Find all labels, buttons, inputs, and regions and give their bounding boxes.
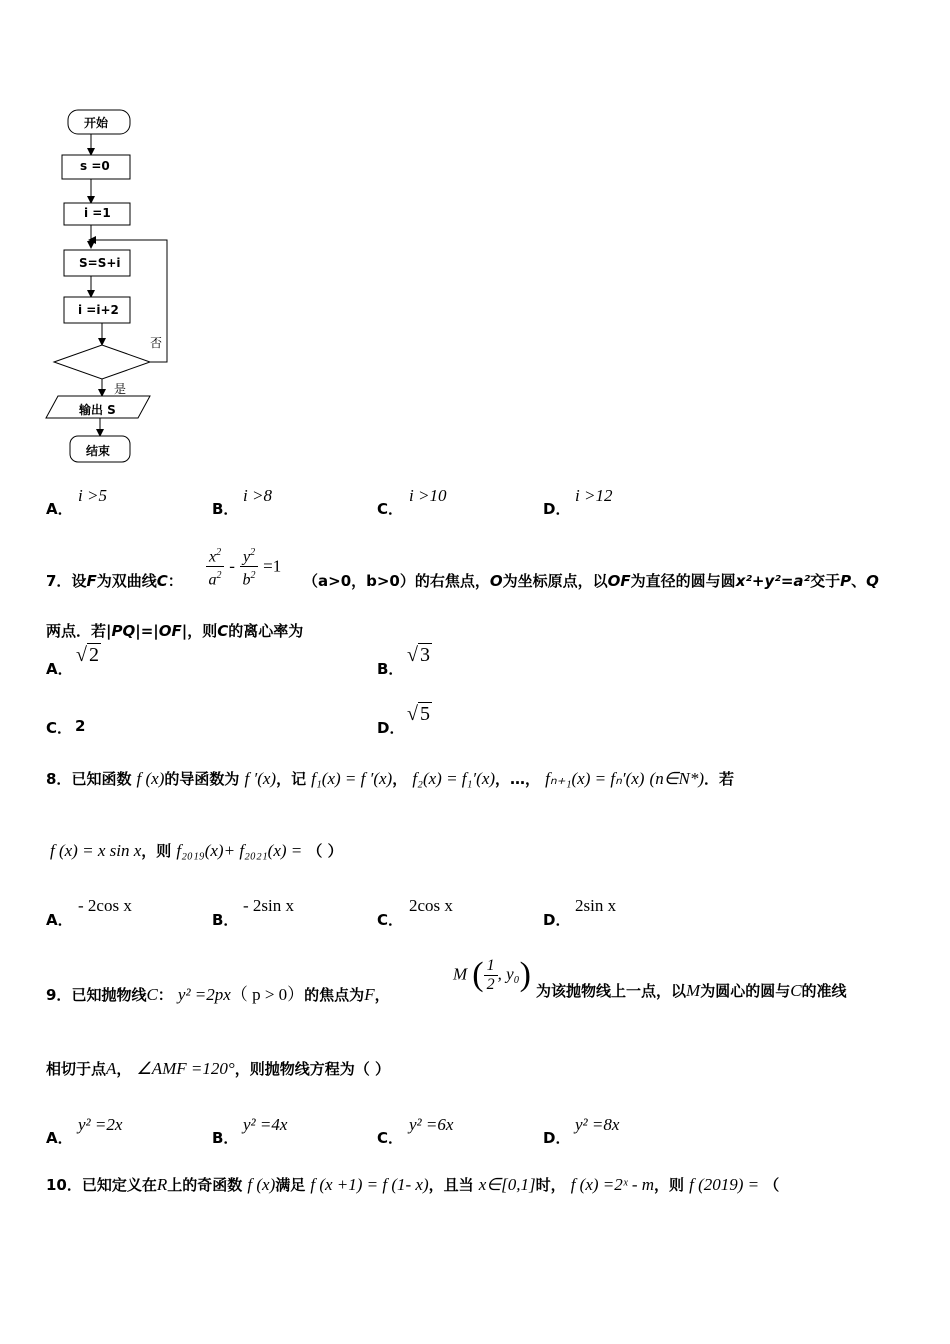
q7-circle: x²+y²=a²	[735, 572, 811, 590]
q9-math: M	[453, 964, 468, 984]
q7-option-a-radicand: 2	[88, 644, 99, 666]
q8-option-a-expr: - 2cos x	[78, 896, 132, 915]
flow-s-init-text: s =0	[80, 159, 110, 173]
q7-var: OF	[607, 572, 631, 590]
q9-option-b-label[interactable]: B．	[212, 1129, 239, 1147]
q9-option-d-expr: y² =8x	[575, 1115, 620, 1134]
q7-y: y	[242, 548, 251, 566]
q9-text: 为该抛物线上一点，以	[536, 982, 687, 1000]
q8-number: 8．	[46, 770, 72, 788]
flow-start-text: 开始	[84, 116, 109, 130]
q8-option-c-label[interactable]: C．	[377, 911, 404, 929]
q6-option-d-expr: i >12	[575, 486, 613, 505]
q8-option-c-expr: 2cos x	[409, 896, 453, 915]
q9-option-b-expr: y² =4x	[243, 1115, 288, 1134]
q7-text: 的右焦点，	[414, 572, 490, 590]
q9-option-a-label[interactable]: A．	[46, 1129, 73, 1147]
q7-text: 为坐标原点，以	[502, 572, 608, 590]
q7-option-c-expr: 2	[75, 717, 86, 735]
q9-option-c-label[interactable]: C．	[377, 1129, 404, 1147]
q7-exp: 2	[250, 570, 256, 582]
q9-line2	[46, 1058, 390, 1079]
q10-text: ，则	[654, 1176, 685, 1194]
q10-text: ，且当	[428, 1176, 474, 1194]
q7-option-d-radicand: 5	[419, 703, 430, 725]
q7-exp: 2	[216, 547, 222, 558]
q7-hyperbola-equation	[206, 544, 281, 590]
q7-option-a-label[interactable]: A．	[46, 660, 73, 678]
q7-a: a	[208, 571, 217, 589]
q10-text: （	[764, 1176, 780, 1194]
flowchart	[40, 100, 200, 470]
q8-option-d-expr: 2sin x	[575, 896, 617, 915]
q10-text: 时，	[535, 1176, 566, 1194]
q9-math: （ p > 0）	[230, 985, 305, 1004]
q7-var: C	[217, 622, 229, 640]
q8-option-b-label[interactable]: B．	[212, 911, 239, 929]
q8-math: f (x)	[136, 769, 165, 788]
q10-math: R	[156, 1175, 168, 1194]
q6-option-b-expr: i >8	[243, 486, 272, 505]
q10-math: x∈[0,1]	[478, 1175, 536, 1194]
q9-text: 已知抛物线	[71, 986, 147, 1004]
q6-option-b-label[interactable]: B．	[212, 500, 239, 518]
q9-half	[484, 957, 498, 994]
q7-frac-x	[206, 544, 224, 590]
q6-option-c-label[interactable]: C．	[377, 500, 404, 518]
q10-line1	[46, 1174, 779, 1195]
q7-line2	[46, 620, 303, 641]
q9-paren-open: (	[472, 956, 484, 993]
q7-exp: 2	[216, 570, 222, 582]
q9-math: F	[364, 985, 375, 1004]
q9-text: 相切于点	[46, 1060, 107, 1078]
q7-number: 7．	[46, 572, 72, 590]
q6-option-d-label[interactable]: D．	[543, 500, 571, 518]
q8-blank: （ ）	[307, 842, 343, 860]
q9-text: ，	[374, 986, 390, 1004]
q7-text: 交于	[810, 572, 841, 590]
q9-math: C	[790, 981, 802, 1000]
flow-update-i-text: i =i+2	[78, 303, 119, 317]
q10-math: f (x)	[247, 1175, 276, 1194]
q10-math: f (x +1) = f (1- x)	[310, 1175, 429, 1194]
q8-option-b-expr: - 2sin x	[243, 896, 294, 915]
q10-math: f (2019) =	[689, 1175, 760, 1194]
q7-text: 的离心率为	[228, 622, 304, 640]
q8-text: ，则	[141, 842, 172, 860]
q9-number: 9．	[46, 986, 72, 1004]
q8-option-a-label[interactable]: A．	[46, 911, 73, 929]
q7-text: |=|	[135, 622, 159, 640]
q7-var: F	[86, 572, 97, 590]
q9-math: C	[146, 985, 158, 1004]
q9-half-den: 2	[486, 975, 495, 993]
q8-math: f (x) = x sin x	[50, 841, 142, 860]
q9-option-c-expr: y² =6x	[409, 1115, 454, 1134]
q7-text: 、	[851, 572, 867, 590]
q7-var: PQ	[111, 622, 136, 640]
q9-text: 的焦点为	[304, 986, 365, 1004]
q9-math: M	[686, 981, 701, 1000]
q7-option-d-expr: √ 5	[407, 703, 430, 725]
q10-text: 已知定义在	[81, 1176, 157, 1194]
flow-decision-node	[54, 345, 150, 379]
q9-math: y² =2px	[177, 985, 231, 1004]
q7-text: 两点．若|	[46, 622, 112, 640]
q7-exp: 2	[250, 547, 256, 558]
q9-text: 为圆心的圆与	[700, 982, 791, 1000]
q9-half-num: 1	[484, 957, 498, 976]
q9-math: ∠AMF =120°	[136, 1059, 235, 1078]
q9-option-a-expr: y² =2x	[78, 1115, 123, 1134]
q10-number: 10．	[46, 1176, 82, 1194]
q8-math: (n∈N*)	[649, 769, 705, 788]
q9-point-m	[453, 956, 531, 994]
q7-text: 为双曲线	[96, 572, 157, 590]
q8-math: fₙ₊₁(x) = fₙ′(x)	[545, 769, 645, 788]
q7-eq1: =1	[263, 556, 282, 576]
q8-text: 已知函数	[71, 770, 132, 788]
q7-var: O	[489, 572, 503, 590]
q8-math: f₂₀₁₉(x)+ f₂₀₂₁(x) =	[176, 841, 303, 860]
flow-end-text: 结束	[86, 444, 111, 458]
q8-text: ．若	[704, 770, 735, 788]
q9-math: A	[106, 1059, 117, 1078]
q7-option-c-label[interactable]: C．	[46, 719, 73, 737]
q7-var: OF	[158, 622, 182, 640]
q9-text: ，则抛物线方程为（ ）	[234, 1060, 390, 1078]
q8-option-d-label[interactable]: D．	[543, 911, 571, 929]
q7-option-a-expr: √ 2	[76, 644, 99, 666]
q7-minus: -	[229, 556, 235, 576]
q7-text: ：	[167, 572, 183, 590]
q9-line1-lead	[46, 980, 390, 1005]
q7-text: 为直径的圆与圆	[630, 572, 736, 590]
flow-i-init-text: i =1	[84, 206, 111, 220]
q6-option-a-expr: i >5	[78, 486, 107, 505]
q7-line1-tail	[303, 570, 879, 591]
q9-text: ，	[116, 1060, 132, 1078]
q10-text: 上的奇函数	[167, 1176, 243, 1194]
q9-text: 的准线	[801, 982, 847, 1000]
q8-math: f₂(x) = f₁′(x)	[412, 769, 496, 788]
q7-option-b-radicand: 3	[419, 644, 430, 666]
q7-text: 设	[71, 572, 87, 590]
flow-no-label: 否	[150, 336, 163, 350]
q7-x: x	[209, 548, 217, 566]
q7-b: b	[242, 571, 251, 589]
q7-var: Q	[866, 572, 879, 590]
q9-math: , y₀	[497, 964, 520, 984]
q7-option-b-expr: √ 3	[407, 644, 430, 666]
q8-text: 的导函数为	[164, 770, 240, 788]
q8-line2	[50, 840, 343, 861]
q9-text: ：	[157, 986, 173, 1004]
q7-var: P	[840, 572, 852, 590]
q7-text: |，则	[181, 622, 218, 640]
q7-option-b-label[interactable]: B．	[377, 660, 404, 678]
q6-option-c-expr: i >10	[409, 486, 447, 505]
q8-math: f₁(x) = f ′(x)	[311, 769, 393, 788]
q7-line1-lead	[46, 570, 183, 591]
q8-text: ，记	[276, 770, 307, 788]
q7-cond: （a>0，b>0）	[303, 572, 415, 590]
q7-option-d-label[interactable]: D．	[377, 719, 405, 737]
q9-line1-tail	[536, 980, 847, 1001]
q9-paren-close: )	[519, 956, 531, 993]
q8-math: f ′(x)	[244, 769, 277, 788]
q9-option-d-label[interactable]: D．	[543, 1129, 571, 1147]
flow-update-s-text: S=S+i	[79, 256, 121, 270]
q8-text: ，	[392, 770, 408, 788]
q7-var: C	[156, 572, 168, 590]
q10-math: f (x) =2ˣ - m	[570, 1175, 655, 1194]
q7-frac-y	[240, 544, 258, 590]
q8-text: ，…，	[495, 770, 541, 788]
flow-yes-label: 是	[114, 382, 127, 396]
flow-output-text: 输出 S	[79, 403, 116, 417]
q8-line1	[46, 768, 734, 789]
q10-text: 满足	[275, 1176, 306, 1194]
q6-option-a-label[interactable]: A．	[46, 500, 73, 518]
